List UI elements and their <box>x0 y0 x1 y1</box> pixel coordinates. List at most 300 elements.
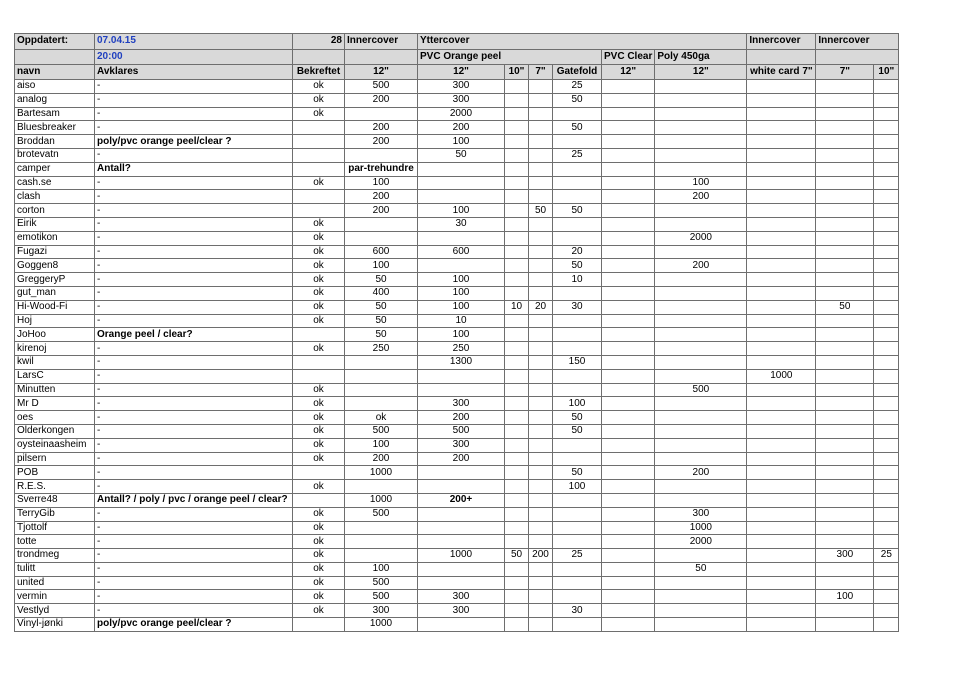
cell-name: clash <box>15 190 95 204</box>
cell-name: Mr D <box>15 397 95 411</box>
table-row <box>15 273 899 287</box>
cell-bekreftet <box>293 148 345 162</box>
cell-inner3-7 <box>816 204 874 218</box>
cell-bekreftet: ok <box>293 217 345 231</box>
cell-orange-10 <box>505 562 529 576</box>
cell-inner-12: 200 <box>345 204 418 218</box>
cell-bekreftet: ok <box>293 259 345 273</box>
cell-orange-12 <box>418 618 505 632</box>
cell-name: brotevatn <box>15 148 95 162</box>
cell-inner-12: 50 <box>345 328 418 342</box>
cell-orange-7 <box>529 452 553 466</box>
cell-inner-12 <box>345 217 418 231</box>
cell-orange-12 <box>418 535 505 549</box>
cell-orange-7 <box>529 424 553 438</box>
cell-gatefold <box>553 383 602 397</box>
cell-inner3-10 <box>874 604 899 618</box>
cell-name: Vinyl-jønki <box>15 618 95 632</box>
cell-pvc-clear-12 <box>602 424 655 438</box>
cell-avklares: - <box>95 576 293 590</box>
cell-gatefold <box>553 521 602 535</box>
cell-inner3-7 <box>816 135 874 149</box>
cell-bekreftet: ok <box>293 438 345 452</box>
col-poly-12: 12" <box>655 65 747 80</box>
cell-orange-7 <box>529 480 553 494</box>
cell-poly-12 <box>655 438 747 452</box>
cell-orange-7 <box>529 493 553 507</box>
cell-inner3-7: 50 <box>816 300 874 314</box>
cell-bekreftet: ok <box>293 107 345 121</box>
cell-inner3-7 <box>816 286 874 300</box>
cell-white-card-7 <box>747 300 816 314</box>
cell-poly-12: 100 <box>655 176 747 190</box>
cell-inner-12: 50 <box>345 300 418 314</box>
cell-pvc-clear-12 <box>602 342 655 356</box>
cell-orange-10 <box>505 618 529 632</box>
cell-avklares: - <box>95 217 293 231</box>
cell-name: Minutten <box>15 383 95 397</box>
cell-avklares: - <box>95 562 293 576</box>
cell-white-card-7 <box>747 135 816 149</box>
cell-avklares: poly/pvc orange peel/clear ? <box>95 135 293 149</box>
cell-inner3-7 <box>816 507 874 521</box>
cell-name: totte <box>15 535 95 549</box>
cell-white-card-7 <box>747 383 816 397</box>
cell-orange-12: 1000 <box>418 549 505 563</box>
cell-white-card-7 <box>747 397 816 411</box>
cell-white-card-7 <box>747 121 816 135</box>
cell-inner-12: 200 <box>345 93 418 107</box>
cell-pvc-clear-12 <box>602 438 655 452</box>
cell-pvc-clear-12 <box>602 521 655 535</box>
cell-inner-12: 200 <box>345 190 418 204</box>
cell-inner3-7 <box>816 452 874 466</box>
cell-white-card-7 <box>747 411 816 425</box>
cell-inner-12 <box>345 480 418 494</box>
cell-inner3-7 <box>816 190 874 204</box>
cell-bekreftet <box>293 466 345 480</box>
cell-white-card-7 <box>747 190 816 204</box>
updated-date: 07.04.15 <box>95 34 293 50</box>
cell-white-card-7 <box>747 438 816 452</box>
table-row <box>15 300 899 314</box>
cell-name: gut_man <box>15 286 95 300</box>
cell-inner-12: par-trehundre <box>345 162 418 176</box>
cell-poly-12 <box>655 355 747 369</box>
cell-orange-10 <box>505 493 529 507</box>
cell-orange-7 <box>529 217 553 231</box>
cell-gatefold <box>553 231 602 245</box>
cell-orange-10 <box>505 314 529 328</box>
cell-white-card-7 <box>747 604 816 618</box>
table-row <box>15 217 899 231</box>
cell-gatefold: 30 <box>553 300 602 314</box>
cell-orange-7 <box>529 121 553 135</box>
cell-name: oysteinaasheim <box>15 438 95 452</box>
cell-inner-12 <box>345 397 418 411</box>
cell-poly-12 <box>655 424 747 438</box>
table-row <box>15 328 899 342</box>
cell-avklares: - <box>95 286 293 300</box>
cell-name: Eirik <box>15 217 95 231</box>
cell-bekreftet: ok <box>293 80 345 94</box>
cell-name: aiso <box>15 80 95 94</box>
table-row <box>15 507 899 521</box>
cell-bekreftet <box>293 135 345 149</box>
cell-bekreftet: ok <box>293 176 345 190</box>
cell-orange-7: 200 <box>529 549 553 563</box>
cell-inner3-10 <box>874 135 899 149</box>
cell-gatefold: 50 <box>553 259 602 273</box>
table-row <box>15 135 899 149</box>
cell-orange-10: 50 <box>505 549 529 563</box>
cell-pvc-clear-12 <box>602 355 655 369</box>
cell-inner3-7: 100 <box>816 590 874 604</box>
col-orange-12: 12" <box>418 65 505 80</box>
cell-gatefold <box>553 507 602 521</box>
cell-orange-12: 300 <box>418 590 505 604</box>
cell-inner3-7 <box>816 176 874 190</box>
cell-inner3-7 <box>816 259 874 273</box>
cell-inner-12: 300 <box>345 604 418 618</box>
cell-name: Hi-Wood-Fi <box>15 300 95 314</box>
table-row <box>15 411 899 425</box>
cell-poly-12 <box>655 107 747 121</box>
cell-gatefold <box>553 562 602 576</box>
cell-orange-10 <box>505 204 529 218</box>
cell-inner3-7 <box>816 121 874 135</box>
cell-inner3-10 <box>874 480 899 494</box>
cell-inner3-10 <box>874 342 899 356</box>
table-row <box>15 424 899 438</box>
cell-pvc-clear-12 <box>602 93 655 107</box>
cell-white-card-7 <box>747 148 816 162</box>
cell-orange-12: 100 <box>418 300 505 314</box>
cell-inner3-10 <box>874 231 899 245</box>
cell-inner-12: 1000 <box>345 466 418 480</box>
cell-inner-12 <box>345 369 418 383</box>
table-row <box>15 259 899 273</box>
cell-orange-10 <box>505 231 529 245</box>
cell-avklares: - <box>95 452 293 466</box>
cell-name: Hoj <box>15 314 95 328</box>
cell-name: LarsC <box>15 369 95 383</box>
cell-orange-10 <box>505 480 529 494</box>
cell-inner-12: 100 <box>345 438 418 452</box>
cell-orange-12: 1300 <box>418 355 505 369</box>
header-row-2 <box>15 49 899 65</box>
table-row <box>15 549 899 563</box>
cell-poly-12: 500 <box>655 383 747 397</box>
cell-orange-7 <box>529 245 553 259</box>
cell-inner-12: 500 <box>345 590 418 604</box>
cell-orange-10 <box>505 148 529 162</box>
cell-name: trondmeg <box>15 549 95 563</box>
table-row <box>15 245 899 259</box>
table-row <box>15 438 899 452</box>
cell-white-card-7 <box>747 93 816 107</box>
cell-inner3-7 <box>816 562 874 576</box>
yttercover-header: Yttercover <box>418 34 747 50</box>
cell-bekreftet: ok <box>293 397 345 411</box>
col-inner-12: 12" <box>345 65 418 80</box>
cell-poly-12 <box>655 148 747 162</box>
cell-avklares: - <box>95 604 293 618</box>
cell-orange-7 <box>529 148 553 162</box>
cell-bekreftet <box>293 121 345 135</box>
cell-bekreftet: ok <box>293 424 345 438</box>
cell-avklares: - <box>95 148 293 162</box>
cell-inner3-7 <box>816 245 874 259</box>
cell-orange-12: 30 <box>418 217 505 231</box>
cell-poly-12 <box>655 135 747 149</box>
cell-gatefold <box>553 176 602 190</box>
cell-inner-12: 400 <box>345 286 418 300</box>
cell-orange-10 <box>505 286 529 300</box>
table-row <box>15 521 899 535</box>
cell-orange-7 <box>529 411 553 425</box>
cell-poly-12 <box>655 300 747 314</box>
table-row <box>15 314 899 328</box>
cell-orange-7 <box>529 466 553 480</box>
cell-inner3-10 <box>874 383 899 397</box>
cell-avklares: - <box>95 93 293 107</box>
cell-name: TerryGib <box>15 507 95 521</box>
count-cell: 28 <box>293 34 345 50</box>
cell-orange-10 <box>505 273 529 287</box>
cell-bekreftet: ok <box>293 535 345 549</box>
cell-poly-12 <box>655 549 747 563</box>
cell-orange-10 <box>505 107 529 121</box>
cell-inner3-7 <box>816 618 874 632</box>
cell-avklares: - <box>95 535 293 549</box>
cell-inner3-10 <box>874 535 899 549</box>
cell-pvc-clear-12 <box>602 231 655 245</box>
cell-avklares: - <box>95 273 293 287</box>
cell-white-card-7 <box>747 286 816 300</box>
cell-poly-12 <box>655 273 747 287</box>
cell-avklares: - <box>95 300 293 314</box>
cell-orange-10 <box>505 93 529 107</box>
cell-orange-12: 10 <box>418 314 505 328</box>
cell-orange-7 <box>529 397 553 411</box>
cell-pvc-clear-12 <box>602 604 655 618</box>
table-row <box>15 162 899 176</box>
cell-orange-7 <box>529 273 553 287</box>
cell-name: Olderkongen <box>15 424 95 438</box>
cell-name: analog <box>15 93 95 107</box>
cell-inner3-10 <box>874 93 899 107</box>
cell-inner3-10 <box>874 411 899 425</box>
cell-gatefold: 50 <box>553 411 602 425</box>
cell-bekreftet: ok <box>293 452 345 466</box>
table-row <box>15 204 899 218</box>
cell-inner3-10 <box>874 245 899 259</box>
cell-inner3-10: 25 <box>874 549 899 563</box>
cell-bekreftet: ok <box>293 590 345 604</box>
col-pvc-clear-12: 12" <box>602 65 655 80</box>
cell-name: kirenoj <box>15 342 95 356</box>
cell-inner3-7 <box>816 314 874 328</box>
cell-white-card-7 <box>747 259 816 273</box>
cell-poly-12 <box>655 286 747 300</box>
cell-inner3-10 <box>874 369 899 383</box>
cell-pvc-clear-12 <box>602 397 655 411</box>
cell-orange-7 <box>529 135 553 149</box>
cell-white-card-7 <box>747 273 816 287</box>
cell-poly-12 <box>655 204 747 218</box>
cell-orange-7 <box>529 342 553 356</box>
cell-orange-10 <box>505 80 529 94</box>
cell-gatefold <box>553 314 602 328</box>
cell-orange-7: 50 <box>529 204 553 218</box>
spreadsheet <box>14 33 899 632</box>
cell-pvc-clear-12 <box>602 135 655 149</box>
cell-pvc-clear-12 <box>602 314 655 328</box>
cell-white-card-7 <box>747 328 816 342</box>
cell-orange-12 <box>418 507 505 521</box>
cell-inner-12 <box>345 383 418 397</box>
cell-orange-12: 200 <box>418 411 505 425</box>
cell-name: tulitt <box>15 562 95 576</box>
cell-pvc-clear-12 <box>602 328 655 342</box>
cell-avklares: - <box>95 507 293 521</box>
cell-inner3-10 <box>874 121 899 135</box>
cell-bekreftet: ok <box>293 507 345 521</box>
cell-pvc-clear-12 <box>602 176 655 190</box>
cell-inner3-10 <box>874 148 899 162</box>
cell-inner3-10 <box>874 493 899 507</box>
table-row <box>15 535 899 549</box>
cell-inner3-10 <box>874 273 899 287</box>
cell-gatefold <box>553 452 602 466</box>
cell-inner-12: 200 <box>345 135 418 149</box>
cell-poly-12 <box>655 93 747 107</box>
cell-inner3-7 <box>816 521 874 535</box>
cell-inner3-7 <box>816 576 874 590</box>
cell-poly-12: 300 <box>655 507 747 521</box>
cell-inner3-7 <box>816 231 874 245</box>
cell-pvc-clear-12 <box>602 300 655 314</box>
cell-pvc-clear-12 <box>602 245 655 259</box>
cell-orange-12 <box>418 466 505 480</box>
cell-pvc-clear-12 <box>602 369 655 383</box>
table-row <box>15 148 899 162</box>
cell-avklares: - <box>95 259 293 273</box>
cell-orange-12 <box>418 231 505 245</box>
cell-inner3-10 <box>874 300 899 314</box>
cell-gatefold <box>553 535 602 549</box>
cell-white-card-7: 1000 <box>747 369 816 383</box>
cell-pvc-clear-12 <box>602 590 655 604</box>
cell-orange-10 <box>505 604 529 618</box>
table-row <box>15 80 899 94</box>
cell-orange-10 <box>505 121 529 135</box>
cell-white-card-7 <box>747 466 816 480</box>
cell-orange-12 <box>418 369 505 383</box>
cell-avklares: - <box>95 190 293 204</box>
cell-avklares: - <box>95 121 293 135</box>
cell-orange-7 <box>529 507 553 521</box>
cell-poly-12 <box>655 397 747 411</box>
col-inner3-10: 10" <box>874 65 899 80</box>
cell-name: oes <box>15 411 95 425</box>
pvc-clear-header: PVC Clear <box>602 49 655 65</box>
cell-orange-10 <box>505 328 529 342</box>
cell-inner3-7 <box>816 438 874 452</box>
cell-name: R.E.S. <box>15 480 95 494</box>
cell-inner3-7 <box>816 535 874 549</box>
cell-inner-12: 250 <box>345 342 418 356</box>
cell-avklares: - <box>95 438 293 452</box>
cell-gatefold: 50 <box>553 424 602 438</box>
cell-gatefold <box>553 328 602 342</box>
cell-orange-10 <box>505 438 529 452</box>
cell-inner3-7 <box>816 107 874 121</box>
cell-inner3-10 <box>874 424 899 438</box>
cell-inner3-7 <box>816 383 874 397</box>
cell-avklares: - <box>95 383 293 397</box>
cell-orange-12 <box>418 259 505 273</box>
cell-inner3-10 <box>874 397 899 411</box>
cell-orange-10 <box>505 590 529 604</box>
cell-white-card-7 <box>747 618 816 632</box>
table-row <box>15 355 899 369</box>
cell-name: kwil <box>15 355 95 369</box>
cell-inner3-7 <box>816 604 874 618</box>
cell-orange-10 <box>505 383 529 397</box>
cell-inner-12: 500 <box>345 424 418 438</box>
cell-orange-7 <box>529 521 553 535</box>
cell-avklares: - <box>95 521 293 535</box>
cell-pvc-clear-12 <box>602 121 655 135</box>
cell-orange-7 <box>529 535 553 549</box>
cell-pvc-clear-12 <box>602 452 655 466</box>
cell-pvc-clear-12 <box>602 562 655 576</box>
table-row <box>15 286 899 300</box>
cell-gatefold: 25 <box>553 549 602 563</box>
cell-inner-12 <box>345 521 418 535</box>
cell-inner3-7 <box>816 480 874 494</box>
cell-orange-10 <box>505 466 529 480</box>
cell-orange-10 <box>505 521 529 535</box>
cell-name: corton <box>15 204 95 218</box>
cell-poly-12 <box>655 493 747 507</box>
cell-white-card-7 <box>747 493 816 507</box>
cell-gatefold: 50 <box>553 466 602 480</box>
cell-poly-12 <box>655 618 747 632</box>
cell-orange-12: 200 <box>418 121 505 135</box>
cell-orange-7 <box>529 286 553 300</box>
cell-inner3-7 <box>816 466 874 480</box>
cell-gatefold: 25 <box>553 148 602 162</box>
table-row <box>15 576 899 590</box>
cell-inner-12: 100 <box>345 259 418 273</box>
cell-pvc-clear-12 <box>602 259 655 273</box>
cell-name: Sverre48 <box>15 493 95 507</box>
cell-gatefold <box>553 107 602 121</box>
cell-white-card-7 <box>747 245 816 259</box>
cell-inner-12: 500 <box>345 507 418 521</box>
cell-white-card-7 <box>747 204 816 218</box>
cell-avklares: - <box>95 342 293 356</box>
cell-orange-12 <box>418 162 505 176</box>
cell-inner3-10 <box>874 176 899 190</box>
cell-inner-12: 600 <box>345 245 418 259</box>
col-gatefold: Gatefold <box>553 65 602 80</box>
cell-white-card-7 <box>747 590 816 604</box>
cell-pvc-clear-12 <box>602 162 655 176</box>
